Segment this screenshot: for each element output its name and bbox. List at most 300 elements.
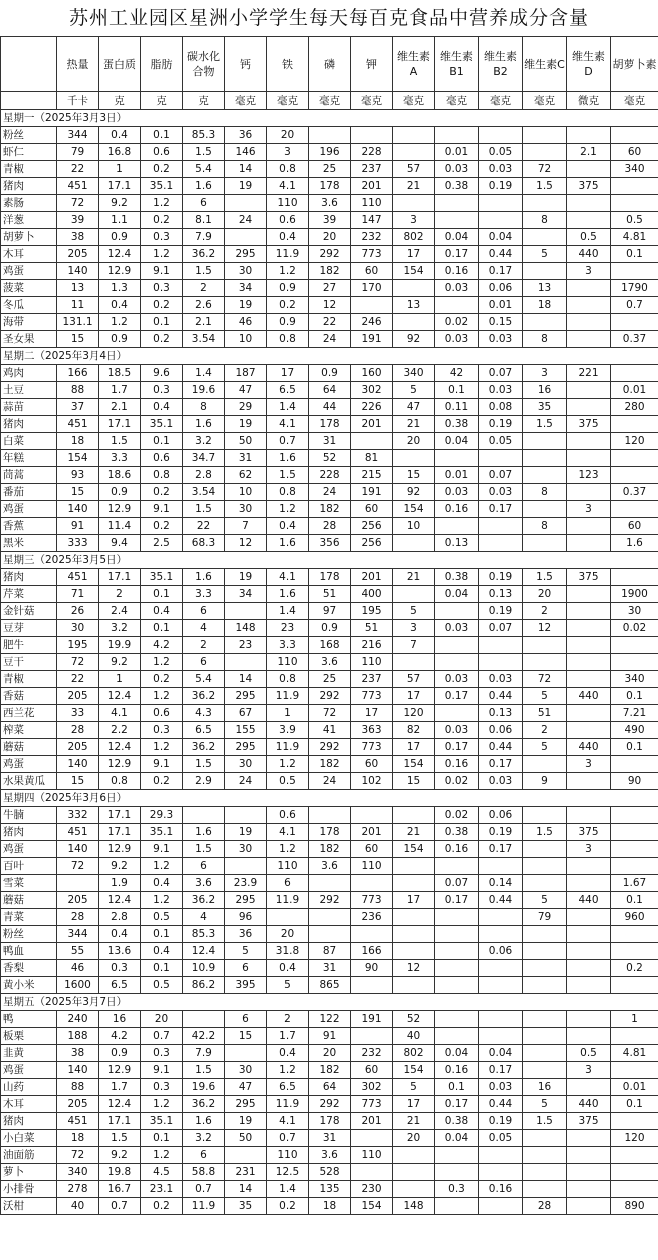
food-name-cell: 雪菜 — [1, 875, 57, 892]
table-cell: 47 — [225, 1079, 267, 1096]
table-cell: 41 — [309, 722, 351, 739]
table-cell: 146 — [225, 144, 267, 161]
table-cell: 36.2 — [183, 246, 225, 263]
table-cell: 110 — [351, 858, 393, 875]
table-cell — [523, 195, 567, 212]
table-cell: 0.17 — [479, 1062, 523, 1079]
table-cell: 205 — [57, 739, 99, 756]
table-cell: 12.9 — [99, 841, 141, 858]
table-cell: 3.54 — [183, 484, 225, 501]
table-cell: 6 — [183, 858, 225, 875]
table-row — [1, 467, 658, 484]
table-cell: 0.01 — [611, 1079, 658, 1096]
table-cell — [435, 858, 479, 875]
table-cell: 6 — [225, 960, 267, 977]
table-cell: 0.02 — [435, 314, 479, 331]
table-cell: 0.17 — [435, 1096, 479, 1113]
table-cell: 256 — [351, 518, 393, 535]
table-cell — [523, 756, 567, 773]
table-cell — [393, 654, 435, 671]
table-cell: 62 — [225, 467, 267, 484]
table-cell — [611, 450, 658, 467]
table-row — [1, 977, 658, 994]
table-cell: 1.5 — [99, 1130, 141, 1147]
table-cell: 363 — [351, 722, 393, 739]
table-cell: 0.06 — [479, 280, 523, 297]
table-cell — [435, 603, 479, 620]
table-cell: 451 — [57, 416, 99, 433]
table-cell: 5.4 — [183, 161, 225, 178]
table-cell — [435, 926, 479, 943]
table-cell: 90 — [351, 960, 393, 977]
food-name-cell: 鸭血 — [1, 943, 57, 960]
table-cell — [479, 926, 523, 943]
table-cell: 0.5 — [141, 909, 183, 926]
table-cell: 1.2 — [141, 688, 183, 705]
table-row — [1, 1079, 658, 1096]
food-name-cell: 番茄 — [1, 484, 57, 501]
food-name-cell: 黄小米 — [1, 977, 57, 994]
table-cell: 10 — [225, 484, 267, 501]
table-cell: 0.17 — [435, 892, 479, 909]
table-cell: 9.2 — [99, 1147, 141, 1164]
table-cell: 19 — [225, 416, 267, 433]
table-cell — [523, 1045, 567, 1062]
table-cell — [567, 450, 611, 467]
table-cell: 0.15 — [479, 314, 523, 331]
table-cell: 0.6 — [141, 450, 183, 467]
table-cell: 1.5 — [523, 569, 567, 586]
table-cell — [611, 943, 658, 960]
table-cell: 0.17 — [435, 739, 479, 756]
table-cell: 201 — [351, 569, 393, 586]
food-name-cell: 芹菜 — [1, 586, 57, 603]
table-cell: 12.9 — [99, 263, 141, 280]
food-name-cell: 牛腩 — [1, 807, 57, 824]
table-cell: 毫克 — [225, 92, 267, 110]
table-cell: 0.9 — [99, 331, 141, 348]
table-cell: 773 — [351, 1096, 393, 1113]
table-cell: 17.1 — [99, 824, 141, 841]
table-cell: 1.6 — [611, 535, 658, 552]
table-cell — [523, 654, 567, 671]
food-name-cell: 木耳 — [1, 246, 57, 263]
table-cell — [393, 127, 435, 144]
table-cell: 340 — [393, 365, 435, 382]
table-cell — [523, 433, 567, 450]
food-name-cell: 猪肉 — [1, 1113, 57, 1130]
table-cell: 20 — [309, 1045, 351, 1062]
table-cell: 1.4 — [267, 1181, 309, 1198]
table-cell: 0.6 — [141, 705, 183, 722]
table-cell: 0.17 — [435, 246, 479, 263]
table-cell: 3 — [393, 212, 435, 229]
table-cell: 64 — [309, 382, 351, 399]
table-cell: 0.04 — [435, 1045, 479, 1062]
table-cell: 196 — [309, 144, 351, 161]
table-cell: 毫克 — [351, 92, 393, 110]
table-cell: 0.1 — [141, 314, 183, 331]
table-cell: 1.2 — [267, 501, 309, 518]
table-cell: 0.3 — [141, 722, 183, 739]
table-cell: 0.38 — [435, 1113, 479, 1130]
table-cell: 1 — [267, 705, 309, 722]
table-cell: 81 — [351, 450, 393, 467]
table-cell: 1.5 — [523, 416, 567, 433]
table-cell: 35 — [523, 399, 567, 416]
table-cell: 187 — [225, 365, 267, 382]
table-cell: 92 — [393, 484, 435, 501]
table-cell: 5 — [523, 739, 567, 756]
table-cell: 28 — [309, 518, 351, 535]
table-cell: 92 — [393, 331, 435, 348]
table-cell: 0.4 — [99, 127, 141, 144]
table-cell: 1790 — [611, 280, 658, 297]
food-name-cell: 山药 — [1, 1079, 57, 1096]
table-cell: 4 — [183, 909, 225, 926]
table-cell — [611, 501, 658, 518]
table-cell: 35.1 — [141, 1113, 183, 1130]
table-cell: 0.07 — [435, 875, 479, 892]
table-cell — [523, 875, 567, 892]
table-cell: 72 — [57, 195, 99, 212]
table-cell: 40 — [57, 1198, 99, 1215]
table-cell: 0.04 — [435, 229, 479, 246]
table-cell: 0.06 — [479, 722, 523, 739]
nutrition-table — [0, 36, 658, 1215]
table-cell: 11 — [57, 297, 99, 314]
table-cell: 0.44 — [479, 1096, 523, 1113]
table-cell — [611, 569, 658, 586]
table-cell: 30 — [611, 603, 658, 620]
table-cell — [267, 909, 309, 926]
table-cell: 0.03 — [479, 671, 523, 688]
table-cell: 0.4 — [267, 518, 309, 535]
table-cell: 9.1 — [141, 501, 183, 518]
table-cell: 31 — [309, 960, 351, 977]
table-cell: 0.16 — [435, 501, 479, 518]
table-cell: 0.19 — [479, 178, 523, 195]
food-name-cell: 香菇 — [1, 688, 57, 705]
table-cell — [523, 1164, 567, 1181]
table-cell: 13.6 — [99, 943, 141, 960]
table-cell — [479, 450, 523, 467]
table-cell: 0.13 — [479, 586, 523, 603]
table-cell: 90 — [611, 773, 658, 790]
table-cell: 12.4 — [99, 1096, 141, 1113]
table-cell — [523, 263, 567, 280]
food-name-cell: 蘑菇 — [1, 892, 57, 909]
table-cell: 38 — [57, 1045, 99, 1062]
table-cell — [479, 909, 523, 926]
table-cell: 16.7 — [99, 1181, 141, 1198]
table-row — [1, 433, 658, 450]
table-cell — [435, 212, 479, 229]
table-cell: 31 — [309, 1130, 351, 1147]
table-cell: 170 — [351, 280, 393, 297]
table-cell: 102 — [351, 773, 393, 790]
table-cell: 154 — [393, 1062, 435, 1079]
table-cell: 19 — [225, 569, 267, 586]
table-cell: 2 — [183, 280, 225, 297]
food-name-cell: 猪肉 — [1, 416, 57, 433]
table-cell: 1.7 — [99, 382, 141, 399]
table-cell: 155 — [225, 722, 267, 739]
table-cell: 17 — [393, 892, 435, 909]
table-cell — [567, 535, 611, 552]
food-name-cell: 水果黄瓜 — [1, 773, 57, 790]
table-cell — [523, 314, 567, 331]
table-cell: 1.7 — [267, 1028, 309, 1045]
table-cell — [567, 1181, 611, 1198]
table-cell: 0.6 — [141, 144, 183, 161]
table-cell: 5 — [393, 382, 435, 399]
table-cell — [1, 37, 57, 92]
table-cell: 20 — [141, 1011, 183, 1028]
table-cell: 27 — [309, 280, 351, 297]
table-cell — [567, 314, 611, 331]
table-cell: 19 — [225, 824, 267, 841]
table-cell: 14 — [225, 1181, 267, 1198]
table-row — [1, 773, 658, 790]
table-cell: 34.7 — [183, 450, 225, 467]
table-cell: 292 — [309, 739, 351, 756]
table-cell — [611, 926, 658, 943]
table-cell: 0.07 — [479, 620, 523, 637]
table-cell — [611, 977, 658, 994]
table-cell: 0.3 — [99, 960, 141, 977]
table-cell: 30 — [225, 501, 267, 518]
table-cell: 773 — [351, 246, 393, 263]
table-cell: 0.3 — [141, 229, 183, 246]
table-cell: 6.5 — [267, 382, 309, 399]
table-cell: 0.04 — [479, 1045, 523, 1062]
table-cell: 85.3 — [183, 127, 225, 144]
food-name-cell: 豆芽 — [1, 620, 57, 637]
food-name-cell: 小白菜 — [1, 1130, 57, 1147]
table-cell: 140 — [57, 756, 99, 773]
table-cell: 0.44 — [479, 246, 523, 263]
table-cell: 17 — [393, 246, 435, 263]
table-cell: 182 — [309, 501, 351, 518]
table-cell: 292 — [309, 246, 351, 263]
table-cell: 395 — [225, 977, 267, 994]
table-cell: 25 — [309, 671, 351, 688]
table-cell: 0.04 — [435, 1130, 479, 1147]
table-cell: 6 — [183, 1147, 225, 1164]
table-cell: 110 — [351, 195, 393, 212]
table-cell: 0.05 — [479, 144, 523, 161]
table-cell: 3.3 — [183, 586, 225, 603]
table-cell: 0.03 — [479, 1079, 523, 1096]
day-section-row — [1, 552, 658, 569]
table-cell — [567, 773, 611, 790]
food-name-cell: 鸡肉 — [1, 365, 57, 382]
table-cell: 356 — [309, 535, 351, 552]
table-cell: 毫克 — [523, 92, 567, 110]
table-cell: 10 — [393, 518, 435, 535]
table-cell: 0.03 — [435, 484, 479, 501]
table-cell: 蛋白质 — [99, 37, 141, 92]
table-cell: 160 — [351, 365, 393, 382]
table-cell — [479, 1147, 523, 1164]
table-cell: 0.37 — [611, 331, 658, 348]
table-cell: 120 — [611, 433, 658, 450]
table-cell: 232 — [351, 229, 393, 246]
table-cell: 12 — [225, 535, 267, 552]
table-cell: 1.6 — [183, 569, 225, 586]
table-cell — [393, 450, 435, 467]
table-cell — [567, 943, 611, 960]
table-cell: 1.5 — [523, 824, 567, 841]
table-cell: 0.1 — [141, 433, 183, 450]
table-cell: 3 — [267, 144, 309, 161]
table-cell: 375 — [567, 1113, 611, 1130]
table-cell: 34 — [225, 280, 267, 297]
food-name-cell: 豆干 — [1, 654, 57, 671]
table-cell: 克 — [183, 92, 225, 110]
table-cell: 31.8 — [267, 943, 309, 960]
table-cell: 1.5 — [267, 467, 309, 484]
table-cell: 0.01 — [479, 297, 523, 314]
table-cell: 1.2 — [141, 858, 183, 875]
table-cell: 0.9 — [99, 1045, 141, 1062]
table-cell — [435, 705, 479, 722]
table-cell: 9.2 — [99, 654, 141, 671]
table-cell — [611, 1062, 658, 1079]
table-cell: 0.08 — [479, 399, 523, 416]
table-cell: 232 — [351, 1045, 393, 1062]
table-cell: 0.1 — [611, 892, 658, 909]
table-cell — [611, 127, 658, 144]
table-cell — [611, 1113, 658, 1130]
table-cell: 0.03 — [435, 722, 479, 739]
table-cell: 11.9 — [267, 246, 309, 263]
table-cell — [611, 1164, 658, 1181]
table-cell: 33 — [57, 705, 99, 722]
table-cell: 292 — [309, 688, 351, 705]
table-cell: 3.2 — [183, 1130, 225, 1147]
table-cell — [567, 1147, 611, 1164]
table-cell — [479, 212, 523, 229]
table-cell: 20 — [267, 926, 309, 943]
table-cell: 9.6 — [141, 365, 183, 382]
table-cell: 3.54 — [183, 331, 225, 348]
table-cell: 维生素C — [523, 37, 567, 92]
table-cell: 0.1 — [141, 960, 183, 977]
table-row — [1, 603, 658, 620]
table-cell: 166 — [351, 943, 393, 960]
table-cell: 铁 — [267, 37, 309, 92]
table-cell — [567, 1198, 611, 1215]
table-cell: 51 — [309, 586, 351, 603]
table-cell — [567, 1079, 611, 1096]
table-cell: 332 — [57, 807, 99, 824]
table-cell: 1.2 — [141, 246, 183, 263]
table-cell — [435, 297, 479, 314]
table-cell: 0.03 — [479, 773, 523, 790]
food-name-cell: 肥牛 — [1, 637, 57, 654]
food-name-cell: 冬瓜 — [1, 297, 57, 314]
table-cell — [435, 977, 479, 994]
table-cell: 72 — [57, 858, 99, 875]
table-row — [1, 875, 658, 892]
table-cell: 0.19 — [479, 569, 523, 586]
table-cell — [567, 654, 611, 671]
table-cell: 2.1 — [567, 144, 611, 161]
table-cell: 0.7 — [267, 1130, 309, 1147]
table-cell: 18 — [57, 433, 99, 450]
table-cell: 140 — [57, 1062, 99, 1079]
table-cell — [567, 637, 611, 654]
table-cell: 9 — [523, 773, 567, 790]
table-cell — [567, 977, 611, 994]
table-cell: 7.21 — [611, 705, 658, 722]
table-cell — [393, 807, 435, 824]
table-cell: 1.5 — [183, 1062, 225, 1079]
table-row — [1, 569, 658, 586]
table-cell: 182 — [309, 263, 351, 280]
table-cell: 154 — [393, 501, 435, 518]
table-cell: 0.1 — [435, 382, 479, 399]
food-name-cell: 海带 — [1, 314, 57, 331]
table-cell: 0.2 — [141, 331, 183, 348]
table-cell: 3 — [567, 1062, 611, 1079]
table-cell: 11.9 — [267, 739, 309, 756]
food-name-cell: 青椒 — [1, 671, 57, 688]
table-cell: 1.5 — [183, 756, 225, 773]
table-cell: 0.06 — [479, 943, 523, 960]
table-row — [1, 518, 658, 535]
table-cell: 19.8 — [99, 1164, 141, 1181]
table-cell — [225, 195, 267, 212]
table-cell — [567, 603, 611, 620]
table-cell: 30 — [225, 841, 267, 858]
table-cell: 237 — [351, 161, 393, 178]
table-row — [1, 705, 658, 722]
table-cell: 201 — [351, 416, 393, 433]
table-cell: 344 — [57, 926, 99, 943]
table-cell: 79 — [523, 909, 567, 926]
table-cell: 440 — [567, 1096, 611, 1113]
food-name-cell: 鸡蛋 — [1, 841, 57, 858]
day-label: 星期一（2025年3月3日） — [1, 110, 658, 127]
table-cell — [225, 1147, 267, 1164]
table-cell: 1.6 — [183, 1113, 225, 1130]
table-cell — [567, 586, 611, 603]
table-cell: 2.1 — [99, 399, 141, 416]
table-cell: 30 — [57, 620, 99, 637]
table-cell: 5 — [225, 943, 267, 960]
table-cell — [225, 858, 267, 875]
table-cell: 22 — [57, 161, 99, 178]
food-name-cell: 圣女果 — [1, 331, 57, 348]
table-cell: 1.2 — [267, 1062, 309, 1079]
table-cell: 3.6 — [309, 195, 351, 212]
food-name-cell: 年糕 — [1, 450, 57, 467]
table-cell: 50 — [225, 1130, 267, 1147]
table-cell: 205 — [57, 1096, 99, 1113]
table-cell: 17 — [393, 688, 435, 705]
table-cell: 178 — [309, 824, 351, 841]
table-row — [1, 416, 658, 433]
table-row — [1, 144, 658, 161]
table-cell: 18.6 — [99, 467, 141, 484]
table-cell: 22 — [183, 518, 225, 535]
table-cell: 154 — [393, 756, 435, 773]
table-cell: 0.3 — [141, 1045, 183, 1062]
table-cell: 1900 — [611, 586, 658, 603]
